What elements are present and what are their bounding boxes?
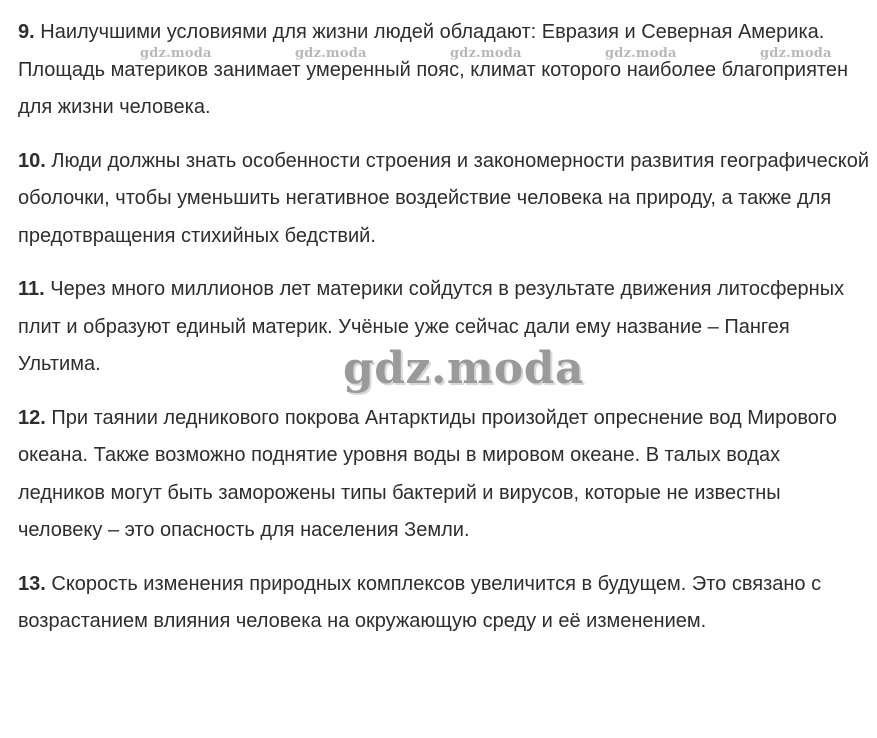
answer-text: Люди должны знать особенности строения и закономерности развития географической оболочки, чтобы уменьшить негативное воздействие человека на природу, а также для предотвращения стихийных бедствий. [18, 149, 870, 247]
answers-list [18, 14, 870, 657]
answer-number: 11. [18, 278, 45, 300]
watermark-small: gdz.moda [140, 46, 212, 61]
answer-text: Наилучшими условиями для жизни людей обладают: Евразия и Северная Америка. Площадь материков занимает умеренный пояс, климат которого наиболее благоприятен для жизни человека. [18, 21, 849, 118]
answer-text: Скорость изменения природных комплексов увеличится в будущем. Это связано с возрастанием влияния человека на окружающую среду и её изменением. [18, 572, 822, 632]
answer-number: 13. [18, 572, 46, 595]
answer-12 [18, 400, 870, 550]
watermark-small: gdz.moda [295, 46, 367, 61]
watermark-small: gdz.moda [760, 46, 832, 61]
watermark-small: gdz.moda [605, 46, 677, 61]
answer-10 [18, 143, 870, 256]
answer-text: При таянии ледникового покрова Антарктиды произойдет опреснение вод Мирового океана. Также возможно поднятие уровня воды в мировом океане. В талых водах ледников могут быть заморожены типы бактерий и вирусов, которые не известны человеку – это опасность для населения Земли. [18, 406, 837, 541]
answer-text: Через много миллионов лет материки сойдутся в результате движения литосферных плит и образуют единый материк. Учёные уже сейчас дали ему название – Пангея Ультима. [18, 278, 845, 375]
answer-number: 12. [18, 406, 46, 429]
watermark-large: gdz.moda [343, 343, 585, 394]
answer-number: 9. [18, 21, 35, 43]
answer-number: 10. [18, 149, 46, 172]
answer-13 [18, 566, 870, 641]
watermark-small: gdz.moda [450, 46, 522, 61]
answer-9 [18, 14, 870, 127]
